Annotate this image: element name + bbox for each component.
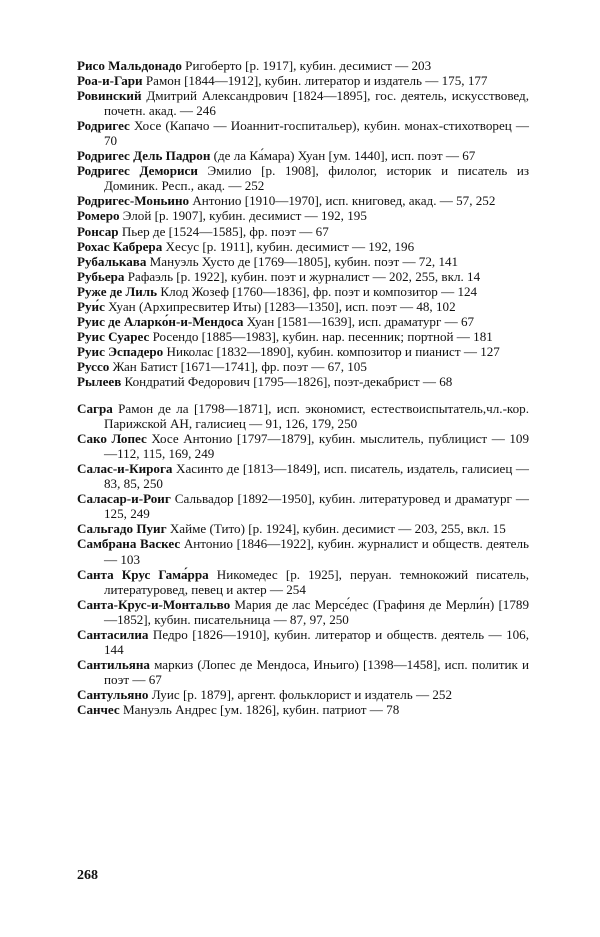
entry-headword: Руссо xyxy=(77,358,110,374)
entry-headword: Роа-и-Гари xyxy=(77,73,143,89)
entry-text: Дмитрий Александрович [1824—1895], гос. деятель, искусствовед, почетн. акад. — 246 xyxy=(104,88,529,119)
index-entry xyxy=(77,702,529,717)
index-entry xyxy=(77,73,529,88)
entry-text: Рафаэль [р. 1922], кубин. поэт и журналист — 202, 255, вкл. 14 xyxy=(124,268,481,284)
index-entry xyxy=(77,118,529,148)
entry-text: Сальвадор [1892—1950], кубин. литературовед и драматург — 125, 249 xyxy=(104,491,529,522)
entry-text: Антонио [1910—1970], исп. книговед, акад. — 57, 252 xyxy=(189,193,496,209)
entry-headword: Санчес xyxy=(77,701,120,717)
index-entry xyxy=(77,284,529,299)
index-entry xyxy=(77,359,529,374)
section-gap xyxy=(77,389,529,401)
entry-headword: Рубьера xyxy=(77,268,125,284)
index-entry xyxy=(77,627,529,657)
index-entry xyxy=(77,491,529,521)
entry-text: Пьер де [1524—1585], фр. поэт — 67 xyxy=(118,223,329,239)
index-page-body xyxy=(77,58,529,717)
index-entry xyxy=(77,163,529,193)
index-entry xyxy=(77,88,529,118)
index-entry xyxy=(77,193,529,208)
entry-headword: Руи́с xyxy=(77,298,105,314)
index-entry xyxy=(77,344,529,359)
entry-text: Хосе Антонио [1797—1879], кубин. мыслитель, публицист — 109—112, 115, 169, 249 xyxy=(104,431,529,462)
entry-headword: Рубалькава xyxy=(77,253,147,269)
page-number: 268 xyxy=(77,868,98,883)
entry-headword: Родригес-Моньино xyxy=(77,193,190,209)
index-entry xyxy=(77,374,529,389)
entry-headword: Сальгадо Пуиг xyxy=(77,521,167,537)
entry-headword: Родригес Дель Падрон xyxy=(77,148,211,164)
entry-text: Мануэль Хусто де [1769—1805], кубин. поэт — 72, 141 xyxy=(146,253,459,269)
entry-headword: Сантульяно xyxy=(77,686,149,702)
entry-text: Антонио [1846—1922], кубин. журналист и обществ. деятель — 103 xyxy=(104,536,529,567)
index-entry xyxy=(77,536,529,566)
entry-text: Мария де лас Мерсе́дес (Графиня де Мерли́н) [1789—1852], кубин. писательница — 87, 97, 250 xyxy=(104,596,529,627)
entry-text: Хайме (Тито) [р. 1924], кубин. десимист — 203, 255, вкл. 15 xyxy=(166,521,506,537)
entry-text: Ригоберто [р. 1917], кубин. десимист — 203 xyxy=(181,58,432,73)
entry-headword: Сантильяна xyxy=(77,656,150,672)
entry-headword: Сантасилиа xyxy=(77,626,149,642)
index-entry xyxy=(77,58,529,73)
entry-text: Хесус [р. 1911], кубин. десимист — 192, 196 xyxy=(162,238,415,254)
index-entry xyxy=(77,521,529,536)
index-entry xyxy=(77,657,529,687)
index-entry xyxy=(77,401,529,431)
entry-text: Хасинто де [1813—1849], исп. писатель, издатель, галисиец — 83, 85, 250 xyxy=(104,461,529,492)
entry-text: маркиз (Лопес де Мендоса, Иньиго) [1398—1458], исп. политик и поэт — 67 xyxy=(104,656,529,687)
index-entry xyxy=(77,148,529,163)
entry-headword: Саласар-и-Роиг xyxy=(77,491,171,507)
entry-headword: Родригес Демориси xyxy=(77,163,198,179)
entry-headword: Сако Лопес xyxy=(77,431,147,447)
entry-headword: Руис Суарес xyxy=(77,328,150,344)
entry-text: Мануэль Андрес [ум. 1826], кубин. патриот — 78 xyxy=(119,701,400,717)
entry-headword: Сагра xyxy=(77,401,113,417)
index-entry xyxy=(77,431,529,461)
index-entry xyxy=(77,597,529,627)
index-entry xyxy=(77,269,529,284)
entry-text: Хуан [1581—1639], исп. драматург — 67 xyxy=(243,313,475,329)
index-entry xyxy=(77,567,529,597)
entry-text: Эмилио [р. 1908], филолог, историк и писатель из Доминик. Респ., акад. — 252 xyxy=(104,163,529,194)
entry-text: Клод Жозеф [1760—1836], фр. поэт и композитор — 124 xyxy=(157,283,478,299)
entry-headword: Руис де Аларко́н-и-Мендоса xyxy=(77,313,244,329)
entry-text: Жан Батист [1671—1741], фр. поэт — 67, 105 xyxy=(109,358,367,374)
index-section-r xyxy=(77,58,529,389)
entry-text: Рамон [1844—1912], кубин. литератор и издатель — 175, 177 xyxy=(142,73,488,89)
entry-headword: Рисо Мальдонадо xyxy=(77,58,182,73)
entry-text: Рамон де ла [1798—1871], исп. экономист, естествоиспытатель,чл.-кор. Парижской АН, галисиец — 91, 126, 179, 250 xyxy=(104,401,529,432)
entry-headword: Родригес xyxy=(77,118,130,134)
entry-text: Николас [1832—1890], кубин. композитор и пианист — 127 xyxy=(163,343,500,359)
entry-headword: Ровинский xyxy=(77,88,142,104)
entry-text: Кондратий Федорович [1795—1826], поэт-декабрист — 68 xyxy=(121,373,453,389)
entry-headword: Руже де Лиль xyxy=(77,283,158,299)
index-entry xyxy=(77,239,529,254)
entry-text: Хосе (Капачо — Иоаннит-госпитальер), кубин. монах-стихотворец — 70 xyxy=(104,118,529,149)
entry-text: Элой [р. 1907], кубин. десимист — 192, 195 xyxy=(119,208,367,224)
index-entry xyxy=(77,314,529,329)
entry-text: Хуан (Архипресвитер Иты) [1283—1350], исп. поэт — 48, 102 xyxy=(104,298,456,314)
entry-text: (де ла Ка́мара) Хуан [ум. 1440], исп. поэт — 67 xyxy=(210,148,476,164)
entry-headword: Рылеев xyxy=(77,373,122,389)
index-section-s xyxy=(77,401,529,717)
entry-text: Педро [1826—1910], кубин. литератор и обществ. деятель — 106, 144 xyxy=(104,626,529,657)
index-entry xyxy=(77,208,529,223)
entry-headword: Санта Крус Гама́рра xyxy=(77,566,209,582)
entry-headword: Рохас Кабрера xyxy=(77,238,163,254)
index-entry xyxy=(77,461,529,491)
index-entry xyxy=(77,687,529,702)
entry-headword: Руис Эспадеро xyxy=(77,343,164,359)
entry-headword: Самбрана Васкес xyxy=(77,536,181,552)
entry-headword: Ронсар xyxy=(77,223,119,239)
entry-headword: Салас-и-Кирога xyxy=(77,461,173,477)
entry-text: Луис [р. 1879], аргент. фольклорист и издатель — 252 xyxy=(148,686,453,702)
entry-text: Росендо [1885—1983], кубин. нар. песенник; портной — 181 xyxy=(149,328,493,344)
entry-headword: Ромеро xyxy=(77,208,120,224)
index-entry xyxy=(77,329,529,344)
entry-headword: Санта-Крус-и-Монтальво xyxy=(77,596,231,612)
entry-text: Никомедес [р. 1925], перуан. темнокожий писатель, литературовед, певец и актер — 254 xyxy=(104,566,529,597)
index-entry xyxy=(77,299,529,314)
index-entry xyxy=(77,224,529,239)
index-entry xyxy=(77,254,529,269)
